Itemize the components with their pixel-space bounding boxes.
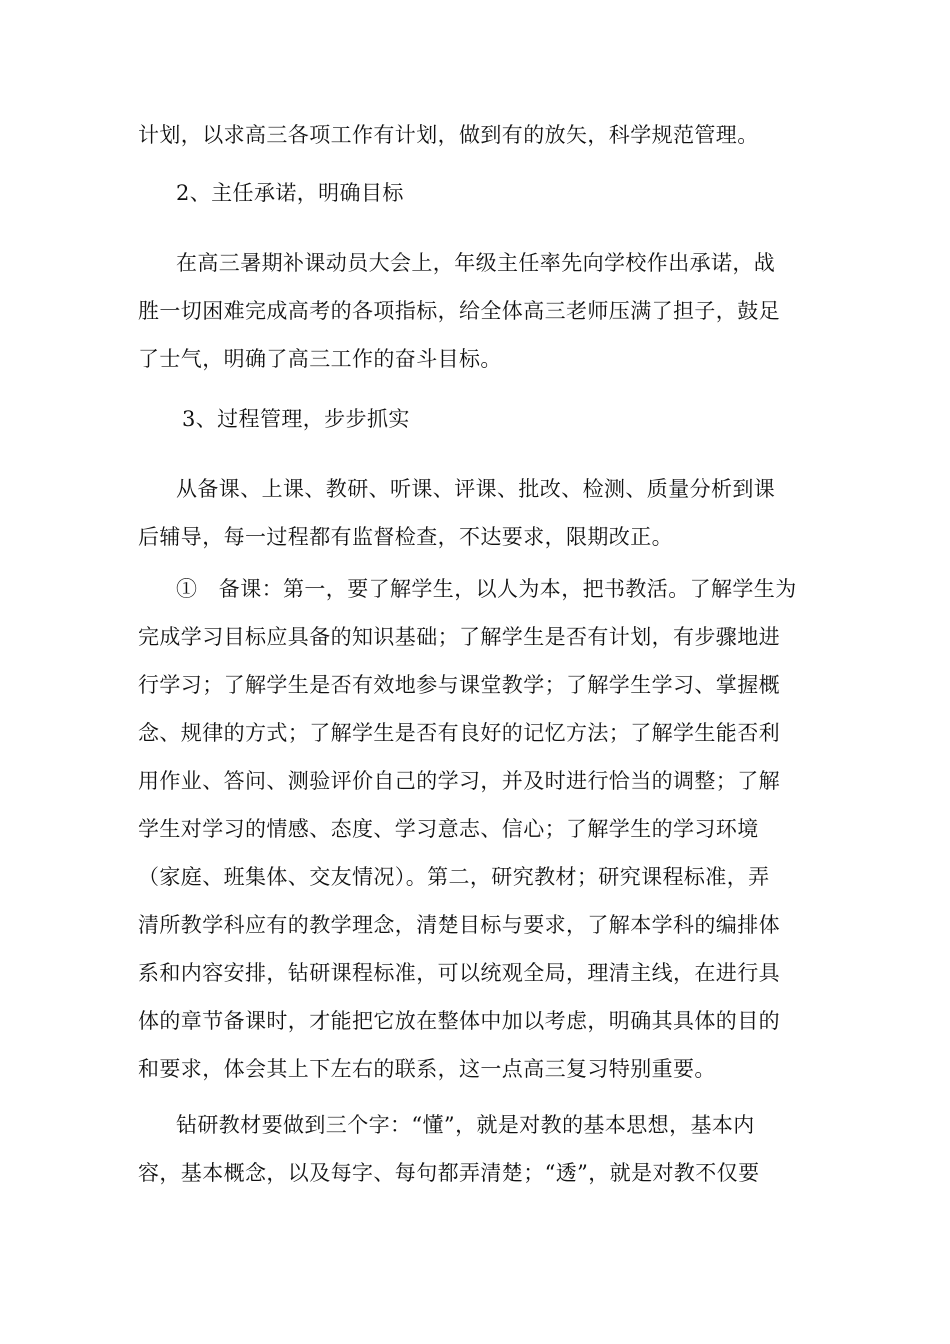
text-line: 后辅导，每一过程都有监督检查，不达要求，限期改正。 bbox=[138, 525, 673, 549]
text-line: 了士气，明确了高三工作的奋斗目标。 bbox=[138, 347, 502, 371]
text-line: 计划，以求高三各项工作有计划，做到有的放矢，科学规范管理。 bbox=[138, 123, 759, 147]
text-line: 完成学习目标应具备的知识基础；了解学生是否有计划，有步骤地进 bbox=[138, 625, 780, 649]
section-heading: 2、主任承诺，明确目标 bbox=[176, 181, 404, 205]
text-line: 系和内容安排，钻研课程标准，可以统观全局，理清主线，在进行具 bbox=[138, 961, 780, 985]
text-line: 从备课、上课、教研、听课、评课、批改、检测、质量分析到课 bbox=[176, 477, 776, 501]
text-line: 容，基本概念，以及每字、每句都弄清楚；“透”，就是对教不仅要 bbox=[138, 1161, 760, 1185]
text-line: 用作业、答问、测验评价自己的学习，并及时进行恰当的调整；了解 bbox=[138, 769, 780, 793]
text-line: 学生对学习的情感、态度、学习意志、信心；了解学生的学习环境 bbox=[138, 817, 759, 841]
text-line: 钻研教材要做到三个字：“懂”，就是对教的基本思想，基本内 bbox=[176, 1113, 755, 1137]
section-heading: 3、过程管理，步步抓实 bbox=[182, 407, 410, 431]
text-line: 和要求，体会其上下左右的联系，这一点高三复习特别重要。 bbox=[138, 1057, 716, 1081]
text-line: 念、规律的方式；了解学生是否有良好的记忆方法；了解学生能否利 bbox=[138, 721, 780, 745]
text-line: 清所教学科应有的教学理念，清楚目标与要求，了解本学科的编排体 bbox=[138, 913, 780, 937]
text-line: 体的章节备课时，才能把它放在整体中加以考虑，明确其具体的目的 bbox=[138, 1009, 780, 1033]
text-line: 在高三暑期补课动员大会上，年级主任率先向学校作出承诺，战 bbox=[176, 251, 776, 275]
text-line: 行学习；了解学生是否有效地参与课堂教学；了解学生学习、掌握概 bbox=[138, 673, 780, 697]
text-line: 胜一切困难完成高考的各项指标，给全体高三老师压满了担子，鼓足 bbox=[138, 299, 780, 323]
text-line: （家庭、班集体、交友情况）。第二，研究教材；研究课程标准，弄 bbox=[138, 865, 770, 889]
text-line: ① 备课：第一，要了解学生，以人为本，把书教活。了解学生为 bbox=[176, 577, 797, 601]
